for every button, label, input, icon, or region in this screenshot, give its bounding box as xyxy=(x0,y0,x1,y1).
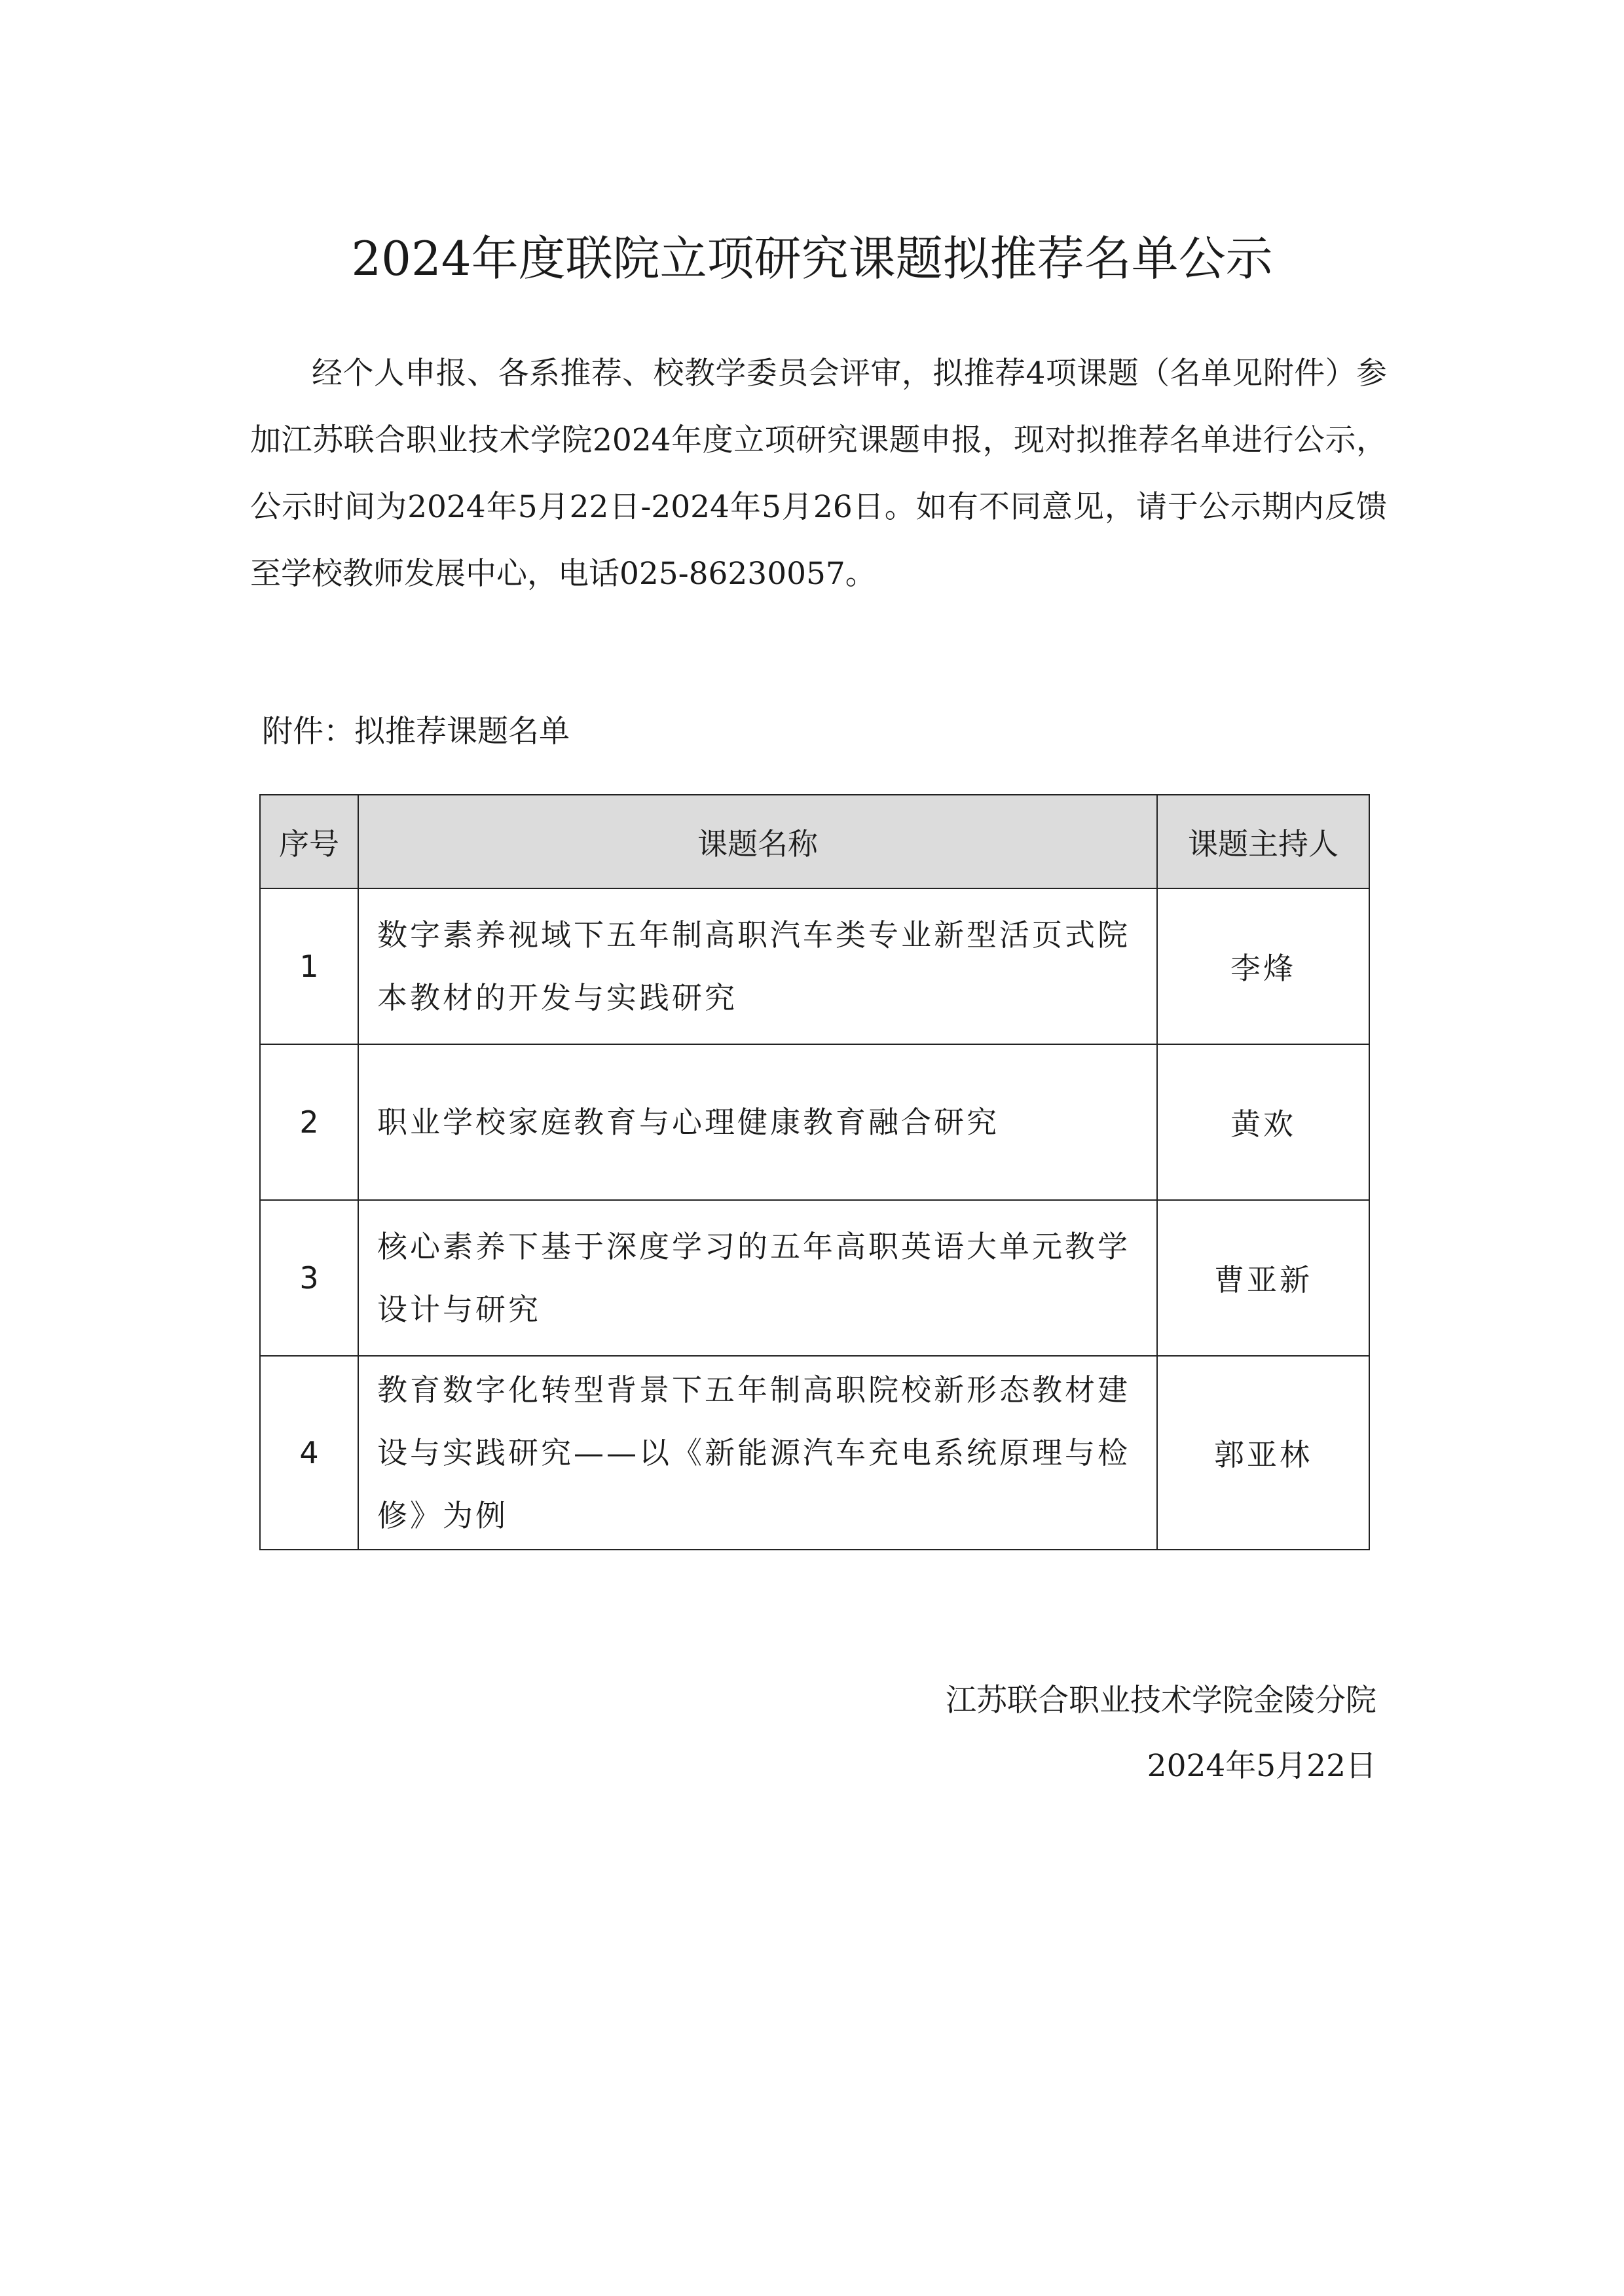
row-topic-name: 核心素养下基于深度学习的五年高职英语大单元教学设计与研究 xyxy=(358,1200,1157,1356)
row-index: 3 xyxy=(260,1200,358,1356)
row-topic-name: 教育数字化转型背景下五年制高职院校新形态教材建设与实践研究——以《新能源汽车充电系统原理与检修》为例 xyxy=(358,1356,1157,1550)
row-topic-name: 职业学校家庭教育与心理健康教育融合研究 xyxy=(358,1044,1157,1200)
signature-block xyxy=(946,1668,1376,1799)
header-host: 课题主持人 xyxy=(1157,795,1369,888)
row-host: 李烽 xyxy=(1157,888,1369,1044)
table-row xyxy=(260,1356,1369,1550)
row-index: 2 xyxy=(260,1044,358,1200)
signature-date: 2024年5月22日 xyxy=(1147,1748,1376,1784)
row-index: 4 xyxy=(260,1356,358,1550)
signature-organization: 江苏联合职业技术学院金陵分院 xyxy=(946,1683,1376,1719)
header-name: 课题名称 xyxy=(358,795,1157,888)
attachment-label: 附件：拟推荐课题名单 xyxy=(262,714,570,750)
table-row xyxy=(260,1044,1369,1200)
row-host: 郭亚林 xyxy=(1157,1356,1369,1550)
table-row xyxy=(260,1200,1369,1356)
row-index: 1 xyxy=(260,888,358,1044)
table-row xyxy=(260,888,1369,1044)
row-host: 黄欢 xyxy=(1157,1044,1369,1200)
header-index: 序号 xyxy=(260,795,358,888)
topic-table xyxy=(259,794,1370,1550)
page-title: 2024年度联院立项研究课题拟推荐名单公示 xyxy=(351,231,1273,286)
intro-paragraph: 经个人申报、各系推荐、校教学委员会评审，拟推荐4项课题（名单见附件）参加江苏联合职业技术学院2024年度立项研究课题申报，现对拟推荐名单进行公示，公示时间为2024年5月22日-2024年5月26日。如有不同意见，请于公示期内反馈至学校教师发展中心，电话025-86230057。 xyxy=(250,355,1387,592)
table-header-row xyxy=(260,795,1369,888)
row-host: 曹亚新 xyxy=(1157,1200,1369,1356)
row-topic-name: 数字素养视域下五年制高职汽车类专业新型活页式院本教材的开发与实践研究 xyxy=(358,888,1157,1044)
